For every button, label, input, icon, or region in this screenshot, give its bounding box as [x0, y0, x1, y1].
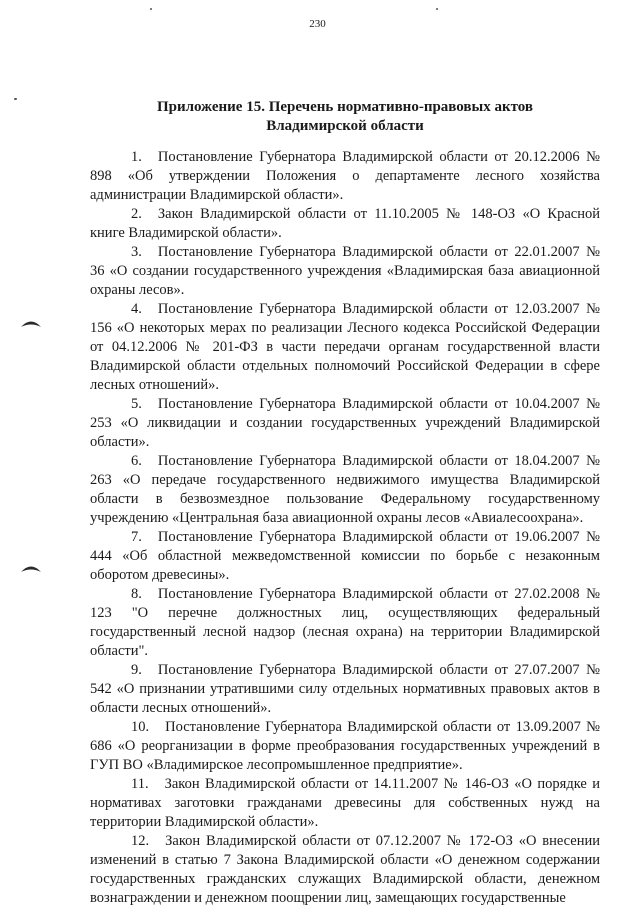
list-item-text: Закон Владимирской области от 11.10.2005 № 148-ОЗ «О Красной книге Владимирской области». [90, 206, 600, 241]
list-item-number: 4. [131, 301, 142, 317]
scan-speck [436, 8, 438, 10]
list-item [90, 661, 600, 718]
list-item-number: 9. [131, 662, 142, 678]
list-item-text: Постановление Губернатора Владимирской области от 10.04.2007 № 253 «О ликвидации и создании государственных учреждений Владимирской области». [90, 396, 600, 450]
list-item-number: 12. [131, 833, 150, 849]
list-item-number: 8. [131, 586, 142, 602]
list-item-text: Постановление Губернатора Владимирской области от 18.04.2007 № 263 «О передаче государственного недвижимого имущества Владимирской области в безвозмездное пользование Федеральному государственному учреждению «Центральная база авиационной охраны лесов «Авиалесоохрана». [90, 453, 600, 526]
list-item-text: Постановление Губернатора Владимирской области от 19.06.2007 № 444 «Об областной межведомственной комиссии по борьбе с незаконным оборотом древесины». [90, 529, 600, 583]
list-item-number: 2. [131, 206, 142, 222]
list-item-text: Закон Владимирской области от 07.12.2007 № 172-ОЗ «О внесении изменений в статью 7 Закона Владимирской области «О денежном содержании государственных гражданских служащих Владимирской области, денежном вознаграждении и денежном поощрении лиц, замещающих государственные [90, 833, 600, 906]
list-item-number: 6. [131, 453, 142, 469]
regulation-list [90, 148, 600, 908]
binding-mark-icon [20, 318, 42, 328]
list-item-number: 7. [131, 529, 142, 545]
list-item [90, 148, 600, 205]
document-title-line-2: Владимирской области [266, 118, 424, 134]
list-item [90, 775, 600, 832]
binding-mark-icon [20, 563, 42, 573]
list-item [90, 452, 600, 528]
page-number: 230 [309, 18, 326, 30]
list-item [90, 205, 600, 243]
list-item-number: 11. [131, 776, 149, 792]
scan-speck [150, 8, 152, 10]
list-item-number: 1. [131, 149, 142, 165]
list-item [90, 718, 600, 775]
document-title-line-1: Приложение 15. Перечень нормативно-правовых актов [156, 99, 534, 115]
document-title [90, 98, 600, 136]
list-item-number: 3. [131, 244, 142, 260]
list-item [90, 585, 600, 661]
list-item-text: Постановление Губернатора Владимирской области от 27.02.2008 № 123 "О перечне должностных лиц, осуществляющих федеральный государственный лесной надзор (лесная охрана) на территории Владимирской области". [90, 586, 600, 659]
list-item-text: Постановление Губернатора Владимирской области от 27.07.2007 № 542 «О признании утратившими силу отдельных нормативных правовых актов в области лесных отношений». [90, 662, 600, 716]
list-item [90, 243, 600, 300]
list-item-text: Постановление Губернатора Владимирской области от 20.12.2006 № 898 «Об утверждении Положения о департаменте лесного хозяйства администрации Владимирской области». [90, 149, 600, 203]
list-item-number: 10. [131, 719, 150, 735]
list-item-text: Постановление Губернатора Владимирской области от 12.03.2007 № 156 «О некоторых мерах по реализации Лесного кодекса Российской Федерации от 04.12.2006 № 201-ФЗ в части передачи органам государственной власти Владимирской области отдельных полномочий Российской Федерации в сфере лесных отношений». [90, 301, 600, 393]
list-item [90, 300, 600, 395]
scan-speck [14, 98, 17, 100]
list-item [90, 528, 600, 585]
list-item [90, 832, 600, 908]
list-item-text: Постановление Губернатора Владимирской области от 13.09.2007 № 686 «О реорганизации в форме преобразования государственных учреждений в ГУП ВО «Владимирское лесопромышленное предприятие». [90, 719, 600, 773]
list-item-text: Закон Владимирской области от 14.11.2007 № 146-ОЗ «О порядке и нормативах заготовки гражданами древесины для собственных нужд на территории Владимирской области». [90, 776, 600, 830]
list-item-text: Постановление Губернатора Владимирской области от 22.01.2007 № 36 «О создании государственного учреждения «Владимирская база авиационной охраны лесов». [90, 244, 600, 298]
list-item [90, 395, 600, 452]
list-item-number: 5. [131, 396, 142, 412]
